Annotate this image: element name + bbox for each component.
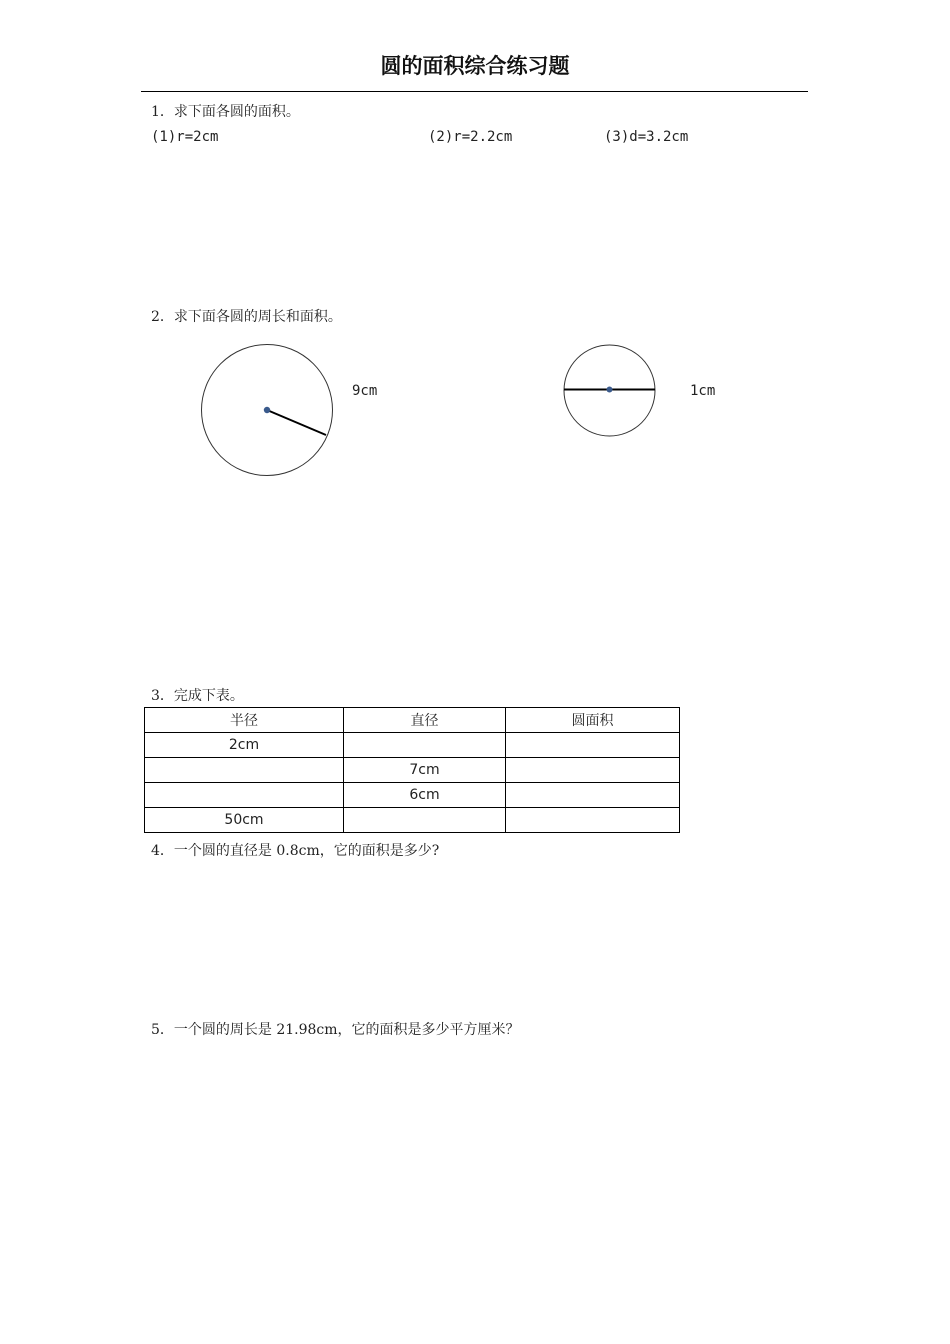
table-cell-radius: 2cm — [145, 733, 344, 758]
circle-diameter-figure — [560, 340, 660, 440]
table-cell-area[interactable] — [506, 733, 680, 758]
table-cell-diameter: 6cm — [344, 783, 506, 808]
table-cell-radius[interactable] — [145, 758, 344, 783]
question-1-item-3: (3)d=3.2cm — [604, 129, 689, 145]
table-cell-diameter: 7cm — [344, 758, 506, 783]
table-cell-radius[interactable] — [145, 783, 344, 808]
table-cell-area[interactable] — [506, 808, 680, 833]
table-header-row — [145, 708, 680, 733]
question-1-item-2: (2)r=2.2cm — [428, 129, 513, 145]
radius-line — [267, 410, 326, 435]
table-header-area: 圆面积 — [506, 708, 680, 733]
question-4-prompt: 4．一个圆的直径是 0.8cm，它的面积是多少? — [151, 843, 440, 859]
question-1-item-1: (1)r=2cm — [151, 129, 219, 145]
table-cell-area[interactable] — [506, 783, 680, 808]
table-cell-diameter[interactable] — [344, 808, 506, 833]
table-header-radius: 半径 — [145, 708, 344, 733]
question-3-prompt: 3．完成下表。 — [151, 688, 244, 704]
page-title: 圆的面积综合练习题 — [380, 54, 570, 78]
table-row — [145, 808, 680, 833]
answer-table — [144, 707, 680, 833]
table-row — [145, 733, 680, 758]
question-1-prompt: 1．求下面各圆的面积。 — [151, 104, 300, 120]
circle-radius-figure — [195, 338, 340, 483]
question-2-prompt: 2．求下面各圆的周长和面积。 — [151, 309, 342, 325]
table-cell-radius: 50cm — [145, 808, 344, 833]
center-point — [264, 407, 270, 413]
table-cell-diameter[interactable] — [344, 733, 506, 758]
question-5-prompt: 5．一个圆的周长是 21.98cm，它的面积是多少平方厘米？ — [151, 1022, 520, 1038]
table-row — [145, 783, 680, 808]
circle-1-radius-label: 9cm — [352, 383, 378, 399]
table-row — [145, 758, 680, 783]
center-point — [607, 387, 613, 393]
table-cell-area[interactable] — [506, 758, 680, 783]
circle-2-diameter-label: 1cm — [690, 383, 716, 399]
title-divider — [141, 91, 808, 92]
table-header-diameter: 直径 — [344, 708, 506, 733]
